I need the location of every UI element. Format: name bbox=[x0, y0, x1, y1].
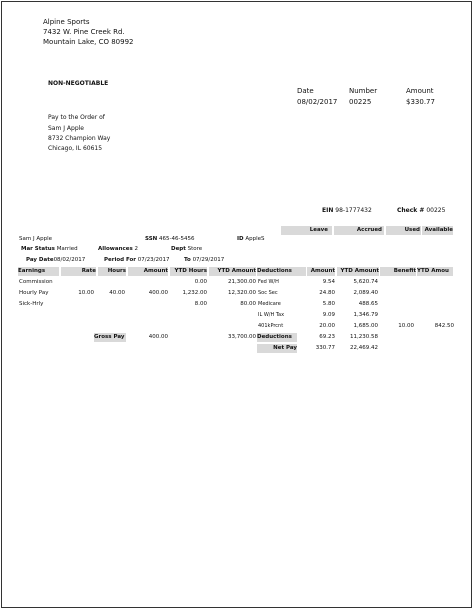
payee-address-line1: 8732 Champion Way bbox=[48, 135, 111, 142]
col-deduction-ytd: YTD Amount bbox=[337, 267, 379, 276]
col-hours: Hours bbox=[98, 267, 126, 276]
pay-date: Pay Date08/02/2017 bbox=[26, 257, 86, 263]
col-deductions: Deductions bbox=[257, 267, 306, 276]
pay-to-label: Pay to the Order of bbox=[48, 114, 105, 121]
marital-status: Mar Status Married bbox=[21, 246, 78, 252]
check-date: 08/02/2017 bbox=[297, 98, 338, 106]
ein: EIN 98-1777432 bbox=[322, 207, 372, 214]
col-rate: Rate bbox=[61, 267, 96, 276]
col-benefit: Benefit bbox=[380, 267, 416, 276]
period-to: To 07/29/2017 bbox=[184, 257, 225, 263]
net-pay: 330.77 bbox=[315, 345, 335, 351]
used-header: Used bbox=[386, 226, 421, 235]
payee-name: Sam J Apple bbox=[48, 125, 84, 132]
company-address-line1: 7432 W. Pine Creek Rd. bbox=[43, 28, 125, 36]
net-pay-ytd: 22,469.42 bbox=[350, 345, 378, 351]
deductions-ytd: 11,230.58 bbox=[350, 334, 378, 340]
check-number: 00225 bbox=[349, 98, 372, 106]
gross-pay-ytd: 33,700.00 bbox=[228, 334, 256, 340]
benefit-ytd: 842.50 bbox=[434, 323, 454, 329]
employee-id: ID AppleS bbox=[237, 236, 265, 242]
col-benefit-ytd: YTD Amou bbox=[417, 267, 453, 276]
check-date-label: Date bbox=[297, 87, 314, 95]
accrued-header: Accrued bbox=[334, 226, 384, 235]
col-ytd-amount: YTD Amount bbox=[209, 267, 256, 276]
gross-pay-label: Gross Pay bbox=[94, 334, 125, 340]
available-header: Available bbox=[422, 226, 453, 235]
col-earnings: Earnings bbox=[18, 267, 59, 276]
check-number-label: Number bbox=[349, 87, 378, 95]
col-amount: Amount bbox=[128, 267, 168, 276]
ssn: SSN 465-46-5456 bbox=[145, 236, 195, 242]
stub-check-number: Check # 00225 bbox=[397, 207, 446, 214]
non-negotiable-label: NON-NEGOTIABLE bbox=[48, 80, 109, 87]
check-amount-label: Amount bbox=[406, 87, 434, 95]
net-pay-label: Net Pay bbox=[257, 344, 297, 353]
col-ytd-hours: YTD Hours bbox=[170, 267, 207, 276]
deductions-total-label: Deductions bbox=[257, 333, 297, 342]
col-deduction-amount: Amount bbox=[307, 267, 335, 276]
allowances: Allowances 2 bbox=[98, 246, 139, 252]
payee-address-line2: Chicago, IL 60615 bbox=[48, 145, 103, 152]
period-for: Period For 07/23/2017 bbox=[104, 257, 170, 263]
check-amount: $330.77 bbox=[406, 98, 435, 106]
company-name: Alpine Sports bbox=[43, 18, 90, 26]
employee-name: Sam J Apple bbox=[19, 236, 52, 242]
leave-header: Leave bbox=[281, 226, 332, 235]
benefit-amount: 10.00 bbox=[398, 323, 414, 329]
gross-pay: 400.00 bbox=[148, 334, 168, 340]
company-address-line2: Mountain Lake, CO 80992 bbox=[43, 38, 134, 46]
deductions-total: 69.23 bbox=[319, 334, 335, 340]
department: Dept Store bbox=[171, 246, 203, 252]
